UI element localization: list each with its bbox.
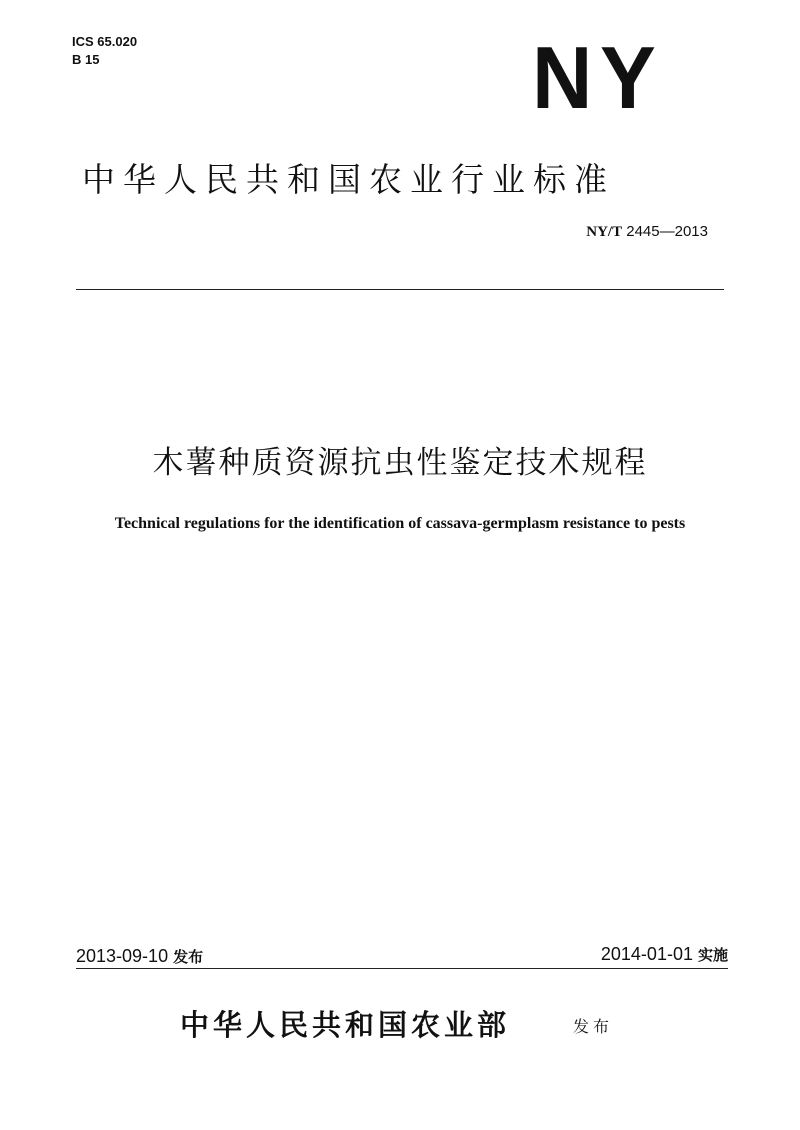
ccs-code: B 15 bbox=[72, 52, 100, 67]
bottom-divider bbox=[76, 968, 728, 969]
publish-date-line bbox=[76, 944, 203, 969]
top-divider bbox=[76, 289, 724, 290]
publish-label: 发布 bbox=[173, 948, 204, 966]
title-chinese: 木薯种质资源抗虫性鉴定技术规程 bbox=[152, 445, 648, 481]
implement-date-line bbox=[601, 942, 728, 967]
standard-category: 中华人民共和国农业行业标准 bbox=[82, 160, 615, 199]
standard-number bbox=[586, 222, 708, 242]
publish-date: 2013-09-10 bbox=[76, 946, 169, 966]
ics-code: ICS 65.020 bbox=[72, 34, 138, 49]
standard-number-prefix: NY/T bbox=[586, 224, 623, 240]
issuing-label: 发布 bbox=[573, 1017, 614, 1036]
ny-logo: NY bbox=[532, 28, 664, 127]
issuing-authority: 中华人民共和国农业部 bbox=[180, 1008, 511, 1042]
title-english: Technical regulations for the identification of cassava-germplasm resistance to pests bbox=[114, 515, 686, 532]
standard-number-value: 2445—2013 bbox=[626, 223, 708, 240]
implement-label: 实施 bbox=[697, 946, 728, 964]
implement-date: 2014-01-01 bbox=[600, 944, 693, 964]
